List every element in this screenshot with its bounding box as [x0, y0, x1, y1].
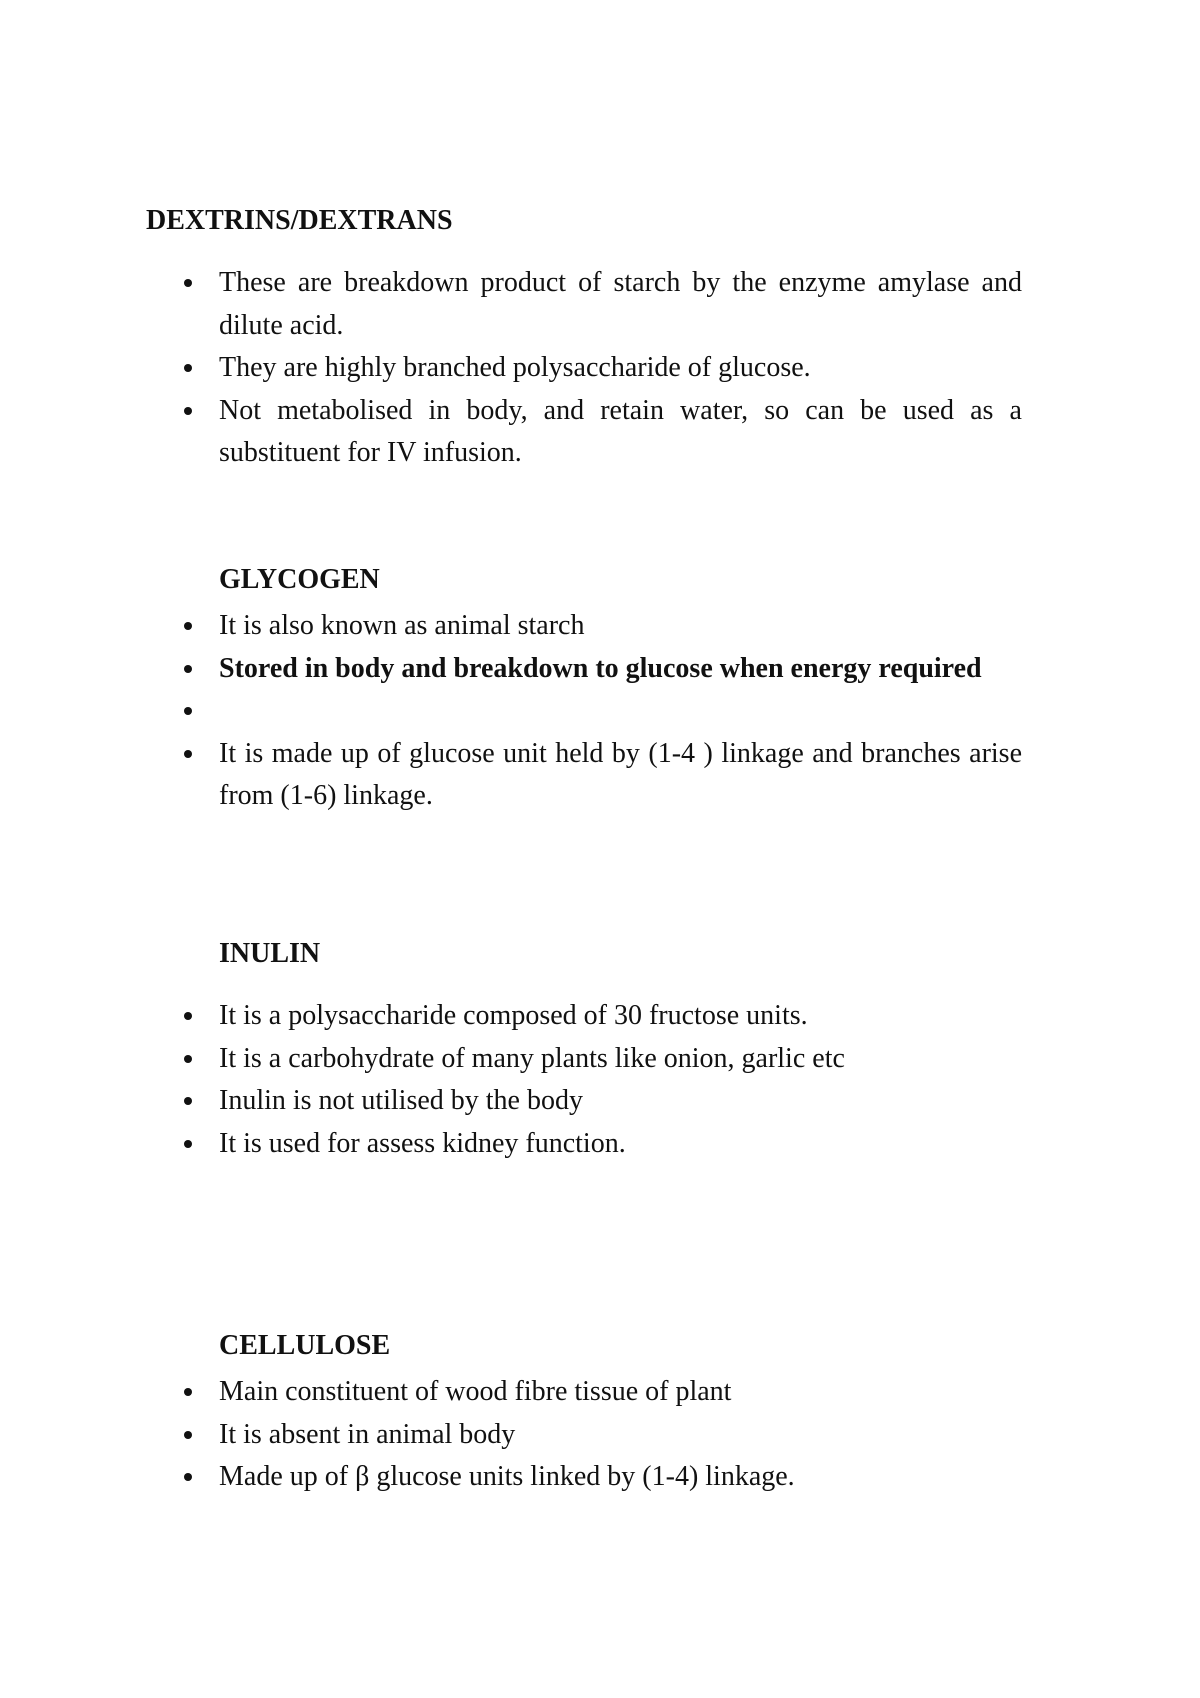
list-item: They are highly branched polysaccharide of glucose. [182, 347, 1022, 390]
list-glycogen [182, 605, 1022, 818]
list-inulin [182, 995, 1022, 1165]
list-dextrins [182, 262, 1022, 475]
list-item: It is a carbohydrate of many plants like onion, garlic etc [182, 1038, 1022, 1081]
list-item: Made up of β glucose units linked by (1-4) linkage. [182, 1456, 1022, 1499]
list-item: Stored in body and breakdown to glucose when energy required [182, 648, 1022, 691]
list-item: Not metabolised in body, and retain water, so can be used as a substituent for IV infusion. [182, 390, 1022, 475]
heading-dextrins: DEXTRINS/DEXTRANS [146, 205, 453, 236]
list-item-empty [182, 690, 1022, 733]
list-item: It is a polysaccharide composed of 30 fructose units. [182, 995, 1022, 1038]
heading-inulin: INULIN [219, 938, 321, 969]
list-item: These are breakdown product of starch by the enzyme amylase and dilute acid. [182, 262, 1022, 347]
heading-glycogen: GLYCOGEN [219, 564, 380, 595]
heading-cellulose: CELLULOSE [219, 1330, 391, 1361]
list-cellulose [182, 1371, 1022, 1499]
list-item: It is absent in animal body [182, 1414, 1022, 1457]
list-item: It is also known as animal starch [182, 605, 1022, 648]
list-item: Inulin is not utilised by the body [182, 1080, 1022, 1123]
list-item: It is used for assess kidney function. [182, 1123, 1022, 1166]
list-item: It is made up of glucose unit held by (1-4 ) linkage and branches arise from (1-6) linkage. [182, 733, 1022, 818]
list-item: Main constituent of wood fibre tissue of plant [182, 1371, 1022, 1414]
